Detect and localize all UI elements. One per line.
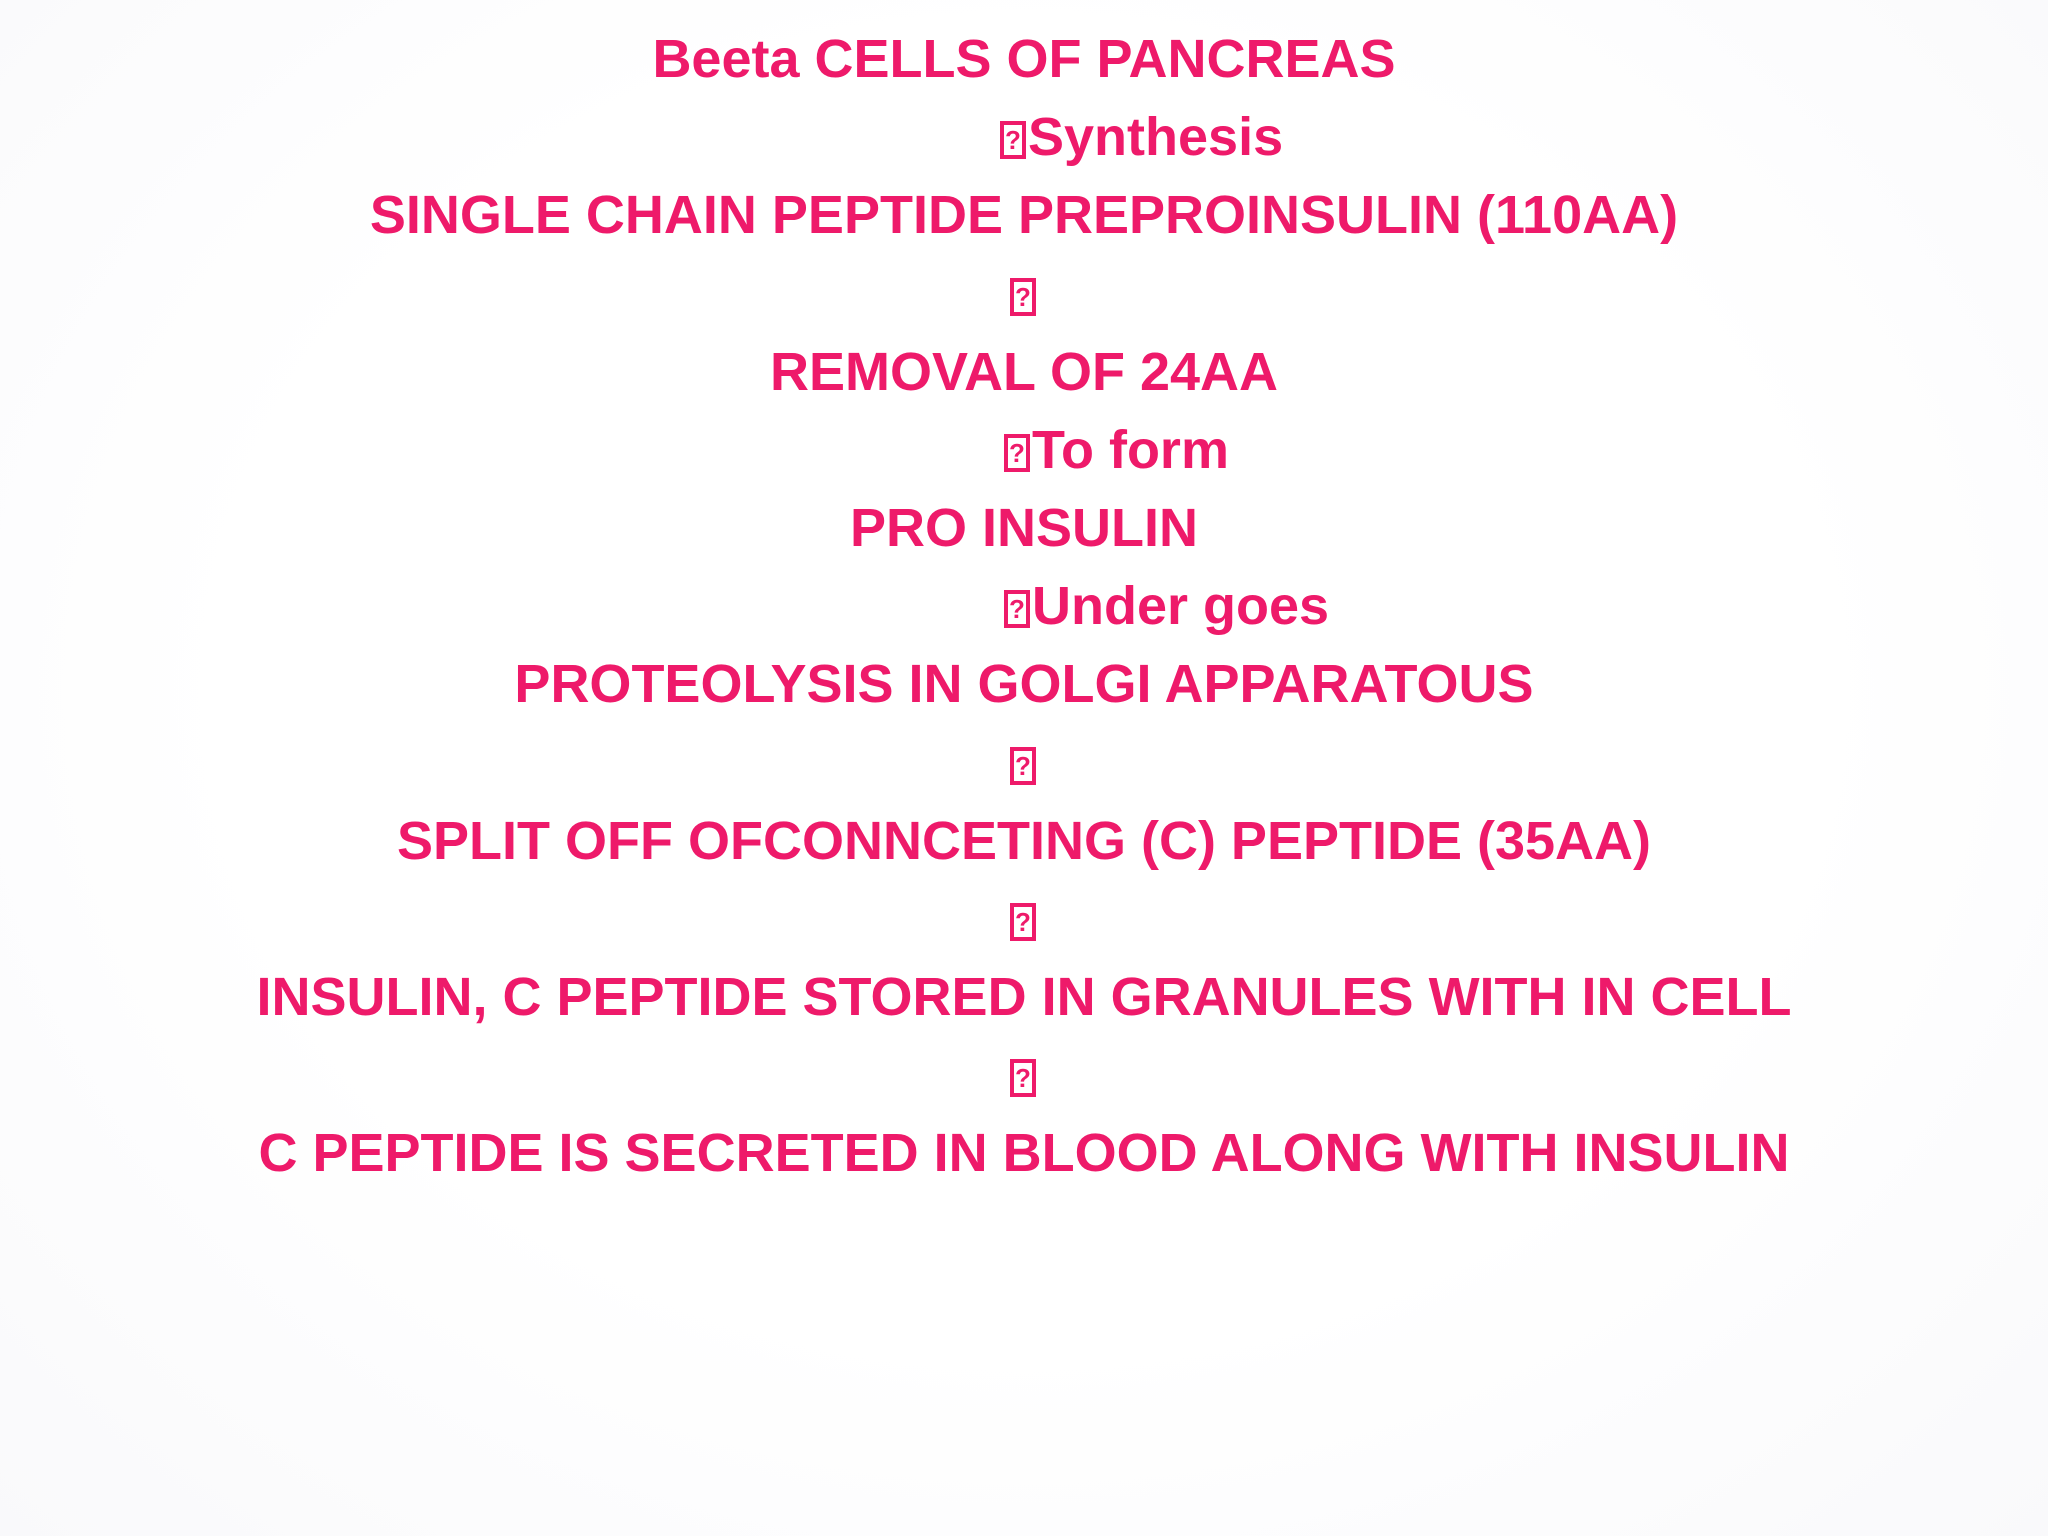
flow-step-text: C PEPTIDE IS SECRETED IN BLOOD ALONG WITH INSULIN — [258, 1123, 1790, 1183]
flow-step-text: INSULIN, C PEPTIDE STORED IN GRANULES WITH IN CELL — [256, 967, 1792, 1027]
flow-label-text: To form — [1032, 420, 1229, 480]
flow-step-text: PRO INSULIN — [849, 498, 1199, 558]
flow-step-proinsulin — [0, 489, 2048, 567]
missing-glyph-arrow-icon — [1010, 747, 1036, 785]
missing-glyph-arrow-icon — [1010, 903, 1036, 941]
flow-label-text: Under goes — [1032, 576, 1330, 636]
flow-arrow-1 — [0, 255, 2048, 333]
flow-label-to-form — [0, 411, 2048, 489]
flow-label-under-goes — [0, 567, 2048, 645]
flow-label-synthesis — [0, 98, 2048, 176]
flow-step-text: Beeta CELLS OF PANCREAS — [652, 29, 1396, 89]
flow-arrow-3 — [0, 880, 2048, 958]
missing-glyph-arrow-icon — [1010, 278, 1036, 316]
flow-label-text: Synthesis — [1028, 107, 1284, 167]
flow-arrow-4 — [0, 1036, 2048, 1114]
flow-arrow-2 — [0, 724, 2048, 802]
missing-glyph-arrow-icon — [1000, 121, 1026, 159]
flow-step-proteolysis — [0, 645, 2048, 723]
missing-glyph-arrow-icon — [1010, 1059, 1036, 1097]
flow-step-text: PROTEOLYSIS IN GOLGI APPARATOUS — [514, 654, 1534, 714]
flow-step-secreted-blood — [0, 1114, 2048, 1192]
flow-step-removal — [0, 333, 2048, 411]
flow-step-preproinsulin — [0, 176, 2048, 254]
flow-step-text: SINGLE CHAIN PEPTIDE PREPROINSULIN (110AA) — [369, 185, 1679, 245]
flow-step-text: REMOVAL OF 24AA — [769, 342, 1279, 402]
flow-step-stored-granules — [0, 958, 2048, 1036]
missing-glyph-arrow-icon — [1004, 590, 1030, 628]
flow-step-beta-cells — [0, 20, 2048, 98]
flow-step-split-c-peptide — [0, 802, 2048, 880]
flow-step-text: SPLIT OFF OFCONNCETING (C) PEPTIDE (35AA) — [396, 811, 1652, 871]
missing-glyph-arrow-icon — [1004, 434, 1030, 472]
